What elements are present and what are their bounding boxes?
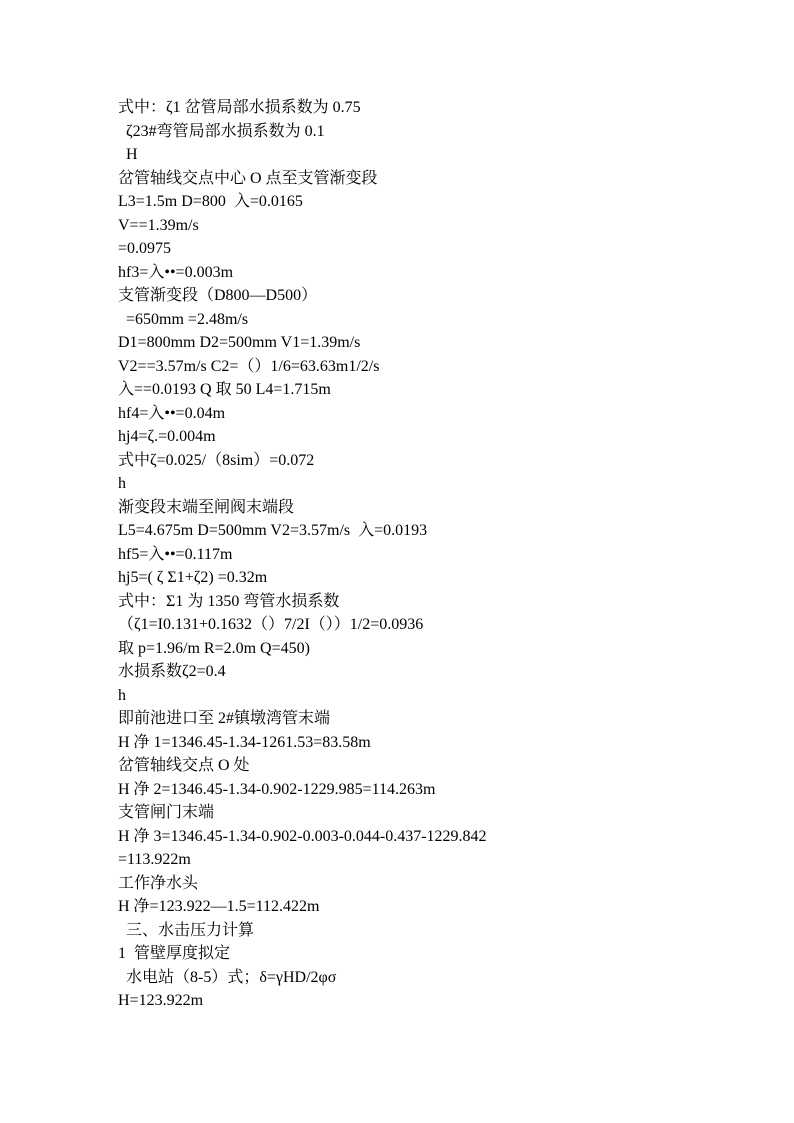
text-line-29: 岔管轴线交点 O 处 — [118, 757, 250, 774]
text-line-12: V2==3.57m/s C2=（）1/6=63.63m1/2/s — [118, 357, 380, 375]
text-line-17: h — [118, 475, 126, 492]
text-line-28: H 净 1=1346.45-1.34-1261.53=83.58m — [118, 733, 371, 751]
text-line-9: 支管渐变段（D800—D500） — [118, 287, 318, 304]
text-line-1: 式中：ζ1 岔管局部水损系数为 0.75 — [118, 99, 361, 116]
text-line-8: hf3=入••=0.003m — [118, 263, 234, 281]
section-heading: 三、水击压力计算 — [118, 921, 255, 939]
text-line-23: （ζ1=I0.131+0.1632（）7/2I（））1/2=0.0936 — [118, 616, 424, 633]
text-line-13: 入==0.0193 Q 取 50 L4=1.715m — [118, 381, 331, 398]
text-line-26: h — [118, 686, 126, 704]
text-line-32: H 净 3=1346.45-1.34-0.902-0.003-0.044-0.437-1229.842 — [118, 827, 487, 845]
text-line-4: 岔管轴线交点中心 O 点至支管渐变段 — [118, 169, 378, 187]
text-line-6: V==1.39m/s — [118, 216, 199, 234]
text-line-30: H 净 2=1346.45-1.34-0.902-1229.985=114.263m — [118, 780, 436, 798]
text-line-27: 即前池进口至 2#镇墩湾管末端 — [118, 710, 331, 727]
text-line-20: hf5=入••=0.117m — [118, 545, 233, 563]
subsection-heading: 1 管壁厚度拟定 — [118, 945, 231, 962]
text-line-18: 渐变段末端至闸阀末端段 — [118, 498, 295, 516]
text-line-10: =650mm =2.48m/s — [118, 310, 249, 328]
text-line-31: 支管闸门末端 — [118, 804, 215, 821]
text-line-2: ζ23#弯管局部水损系数为 0.1 — [118, 122, 325, 140]
text-line-34: 工作净水头 — [118, 874, 199, 892]
text-line-38: 水电站（8-5）式；δ=γHD/2φσ — [118, 968, 337, 986]
text-line-22: 式中：Σ1 为 1350 弯管水损系数 — [118, 592, 340, 610]
text-line-25: 水损系数ζ2=0.4 — [118, 663, 226, 680]
text-line-33: =113.922m — [118, 851, 191, 868]
text-line-7: =0.0975 — [118, 240, 172, 257]
text-line-3: H — [118, 146, 138, 163]
text-line-35: H 净=123.922—1.5=112.422m — [118, 898, 320, 915]
text-line-14: hf4=入••=0.04m — [118, 404, 226, 422]
text-line-21: hj5=( ζ Σ1+ζ2) =0.32m — [118, 569, 268, 586]
text-line-15: hj4=ζ.=0.004m — [118, 428, 216, 445]
text-line-39: H=123.922m — [118, 992, 204, 1009]
text-line-19: L5=4.675m D=500mm V2=3.57m/s 入=0.0193 — [118, 522, 428, 539]
text-line-11: D1=800mm D2=500mm V1=1.39m/s — [118, 334, 361, 351]
text-line-5: L3=1.5m D=800 入=0.0165 — [118, 193, 303, 210]
document-body — [118, 96, 758, 1013]
text-line-24: 取 p=1.96/m R=2.0m Q=450) — [118, 639, 310, 657]
text-line-16: 式中ζ=0.025/（8sim）=0.072 — [118, 451, 315, 469]
